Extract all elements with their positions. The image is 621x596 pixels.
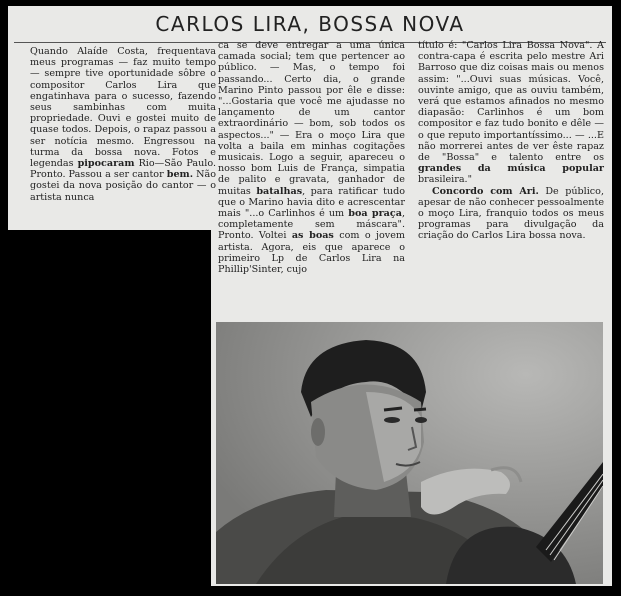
col2-text-a: ca se deve entregar a uma única camada social; tem que pertencer ao público. — Mas, o tempo foi passando... Certo dia, o grande Marino Pinto passou por êle e disse: "...Gostaria que você me ajudasse no lançamento de um cantor extraordinário — bom, sob todos os aspectos..." — Era o moço Lira que volta a baila em minhas cogitações musicais. Logo a seguir, apareceu o nosso bom Luis de França, simpatia de palito e gravata, ganhador de muitas bbox=[218, 40, 405, 197]
photo-carlos-lira bbox=[216, 322, 603, 584]
col3-bold-2: Concordo com Ari. bbox=[432, 185, 539, 197]
col3-bold-1: grandes da música popular bbox=[418, 163, 604, 175]
col1-text-a: Quando Alaíde Costa, frequentava meus programas — faz muito tempo — sempre tive oportunidade sôbre o compositor Carlos Lira que engatinhava para o sucesso, fazendo seus sambinhas com muita propriedade. Ouvi e gostei muito de quase todos. Depois, o rapaz passou a ser notícia mesmo. Engressou na turma da bossa nova. Fotos e legendas bbox=[30, 46, 216, 170]
col2-bold-3: as boas bbox=[291, 230, 334, 242]
col2-text-c: , completamente sem máscara". Pronto. Voltei bbox=[218, 208, 406, 242]
col2-bold-1: batalhas bbox=[256, 185, 303, 197]
col3-text-a: título é: "Carlos Lira Bossa Nova". A contra-capa é escrita pelo mestre Ari Barroso que diz coisas mais ou menos assim: "...Ouvi suas músicas. Você, ouvinte amigo, que as ouviu também, verá que estamos afinados no mesmo diapasão: Carlinhos é um bom compositor e faz tudo bonito e dêle — o que reputo importantíssimo... — ...E não morrerei antes de ver êste rapaz de "Bossa" e talento entre os bbox=[418, 40, 604, 164]
column-3 bbox=[418, 40, 604, 242]
column-1 bbox=[30, 46, 216, 203]
col2-text-b: , para ratificar tudo que o Marino havia dito e acrescentar mais "...o Carlinhos é um bbox=[218, 185, 405, 220]
col1-text-c: Não gostei da nova posição do cantor — o artista nunca bbox=[30, 169, 216, 203]
col1-text-b: Rio—São Paulo. Pronto. Passou a ser cantor bbox=[30, 158, 216, 181]
col3-text-b: brasileira." bbox=[418, 174, 473, 186]
portrait-illustration bbox=[216, 322, 603, 584]
headline: CARLOS LIRA, BOSSA NOVA bbox=[155, 12, 465, 36]
col2-bold-2: boa praça bbox=[348, 208, 402, 220]
col3-text-c: De público, apesar de não conhecer pessoalmente o moço Lira, franquio todos os meus programas para divulgação da criação do Carlos Lira bossa nova. bbox=[418, 185, 604, 242]
col1-bold-1: pipocaram bbox=[77, 158, 135, 170]
col1-bold-2: bem. bbox=[166, 169, 194, 181]
column-2 bbox=[218, 40, 405, 275]
col2-text-d: com o jovem artista. Agora, eis que aparece o primeiro Lp de Carlos Lira na Phillip'Sinter, cujo bbox=[218, 230, 405, 276]
